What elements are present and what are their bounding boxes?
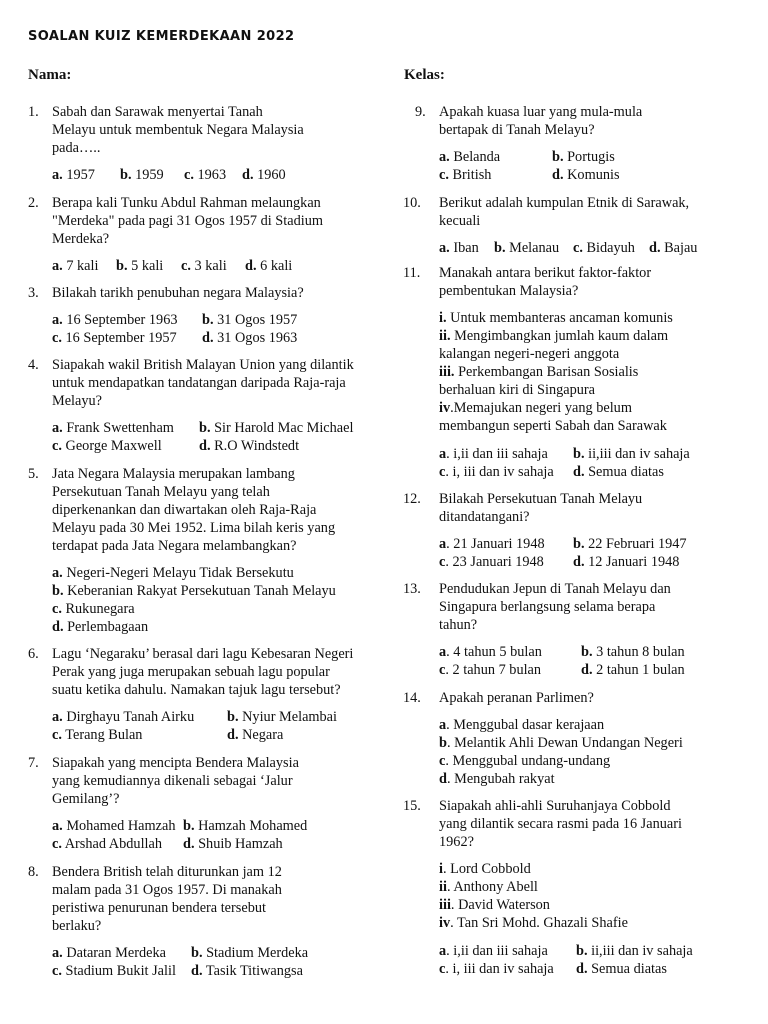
option-b (191, 944, 308, 962)
option-letter: c (439, 753, 446, 769)
option-text: 2 tahun 1 bulan (596, 662, 685, 678)
option-a (52, 708, 227, 726)
answer-options (52, 166, 378, 184)
option-text: Shuib Hamzah (198, 836, 283, 852)
option-letter: a. (52, 565, 63, 581)
option-letter: d. (552, 167, 564, 183)
option-letter: c. (52, 963, 62, 979)
option-letter: a. (52, 945, 63, 961)
option-row (52, 257, 378, 275)
option-letter: d. (52, 619, 64, 635)
option-row (52, 437, 378, 455)
option-text: Komunis (567, 167, 620, 183)
option-letter: c (439, 464, 446, 480)
option-text: 1959 (135, 167, 164, 183)
option-letter: c. (573, 240, 583, 256)
option-text: R.O Windstedt (214, 438, 300, 454)
option-text: . i,ii dan iii sahaja (446, 446, 548, 462)
option-text: Tasik Titiwangsa (205, 963, 303, 979)
option-c (52, 726, 227, 744)
option-letter: d. (199, 438, 211, 454)
option-row (439, 463, 715, 481)
answer-options (52, 944, 378, 980)
question-number: 15. (403, 798, 421, 814)
option-text: 16 September 1963 (66, 312, 178, 328)
option-text: Hamzah Mohamed (198, 818, 308, 834)
question-13 (403, 580, 715, 679)
option-d (191, 962, 303, 980)
option-row (52, 962, 378, 980)
statement-text: . Lord Cobbold (442, 861, 531, 877)
statement-text: Perkembangan Barisan Sosialis berhaluan kiri di Singapura (439, 364, 639, 398)
option-letter: c (439, 961, 446, 977)
statement-text: Untuk membanteras ancaman komunis (450, 310, 673, 326)
statement-numeral: i (439, 861, 443, 877)
option-text: . 23 Januari 1948 (445, 554, 544, 570)
option-letter: b. (202, 312, 214, 328)
option-text: . i, iii dan iv sahaja (445, 961, 554, 977)
option-letter: c. (52, 438, 62, 454)
option-c (52, 962, 191, 980)
option-letter: c. (52, 836, 62, 852)
question-14 (403, 689, 715, 788)
option-a (439, 643, 581, 661)
option-d (242, 166, 286, 184)
option-text: Bidayuh (586, 240, 635, 256)
option-letter: c. (52, 330, 62, 346)
question-4 (28, 356, 378, 455)
answer-options (439, 148, 715, 184)
option-text: 1960 (257, 167, 286, 183)
option-text: Frank Swettenham (66, 420, 174, 436)
option-letter: a. (52, 709, 63, 725)
option-text: . Melantik Ahli Dewan Undangan Negeri (446, 735, 683, 751)
question-8 (28, 863, 378, 980)
option-letter: a (439, 446, 447, 462)
question-text: Bilakah tarikh penubuhan negara Malaysia? (52, 285, 304, 301)
option-text: George Maxwell (65, 438, 162, 454)
option-a (439, 445, 573, 463)
option-row (52, 311, 378, 329)
option-row (439, 148, 715, 166)
option-text: Semua diatas (591, 961, 667, 977)
option-row (52, 817, 378, 835)
statement-iii (439, 896, 715, 914)
option-c (52, 437, 199, 455)
option-letter: d. (245, 258, 257, 274)
option-letter: d. (576, 961, 588, 977)
question-text: Sabah dan Sarawak menyertai Tanah Melayu untuk membentuk Negara Malaysia pada….. (52, 104, 304, 156)
option-text: . Menggubal undang-undang (445, 753, 611, 769)
option-c (439, 752, 715, 770)
option-text: Sir Harold Mac Michael (214, 420, 354, 436)
option-a (52, 257, 116, 275)
option-letter: c. (52, 601, 62, 617)
option-text: 6 kali (260, 258, 293, 274)
statement-numeral: iii. (439, 364, 455, 380)
statement-i (439, 860, 715, 878)
option-a (52, 817, 183, 835)
class-label: Kelas: (404, 67, 445, 83)
option-d (573, 463, 664, 481)
option-text: Nyiur Melambai (242, 709, 338, 725)
option-letter: b. (494, 240, 506, 256)
option-d (227, 726, 283, 744)
question-text: Siapakah wakil British Malayan Union yang dilantik untuk mendapatkan tandatangan daripada Raja-raja Melayu? (52, 357, 354, 409)
statement-ii (439, 878, 715, 896)
option-letter: c. (184, 167, 194, 183)
option-b (494, 239, 573, 257)
question-text: Siapakah yang mencipta Bendera Malaysia yang kemudiannya dikenali sebagai ‘Jalur Gemilang’? (52, 755, 299, 807)
option-text: Stadium Merdeka (206, 945, 309, 961)
answer-options (52, 257, 378, 275)
statement-text: .Memajukan negeri yang belum membangun seperti Sabah dan Sarawak (439, 400, 667, 434)
option-text: 7 kali (66, 258, 99, 274)
question-text: Apakah peranan Parlimen? (439, 690, 594, 706)
option-d (581, 661, 685, 679)
option-text: Dataran Merdeka (66, 945, 166, 961)
statement-numeral: ii (439, 879, 447, 895)
option-a (439, 942, 576, 960)
statement-text: . Tan Sri Mohd. Ghazali Shafie (450, 915, 628, 931)
option-letter: a. (52, 258, 63, 274)
option-b (227, 708, 337, 726)
answer-options (439, 716, 715, 788)
option-row (52, 835, 378, 853)
question-12 (403, 490, 715, 571)
option-text: Melanau (509, 240, 560, 256)
question-11 (403, 264, 715, 481)
option-b (573, 535, 687, 553)
option-b (52, 582, 378, 600)
option-text: Dirghayu Tanah Airku (66, 709, 195, 725)
statement-iv (439, 914, 715, 932)
option-letter: b. (573, 536, 585, 552)
option-text: Rukunegara (65, 601, 135, 617)
option-b (439, 734, 715, 752)
option-a (52, 311, 202, 329)
option-d (199, 437, 299, 455)
option-row (52, 726, 378, 744)
option-letter: b. (581, 644, 593, 660)
option-letter: d. (649, 240, 661, 256)
statement-numeral: iv (439, 915, 451, 931)
question-text: Siapakah ahli-ahli Suruhanjaya Cobbold yang dilantik secara rasmi pada 16 Januari 1962? (439, 798, 682, 850)
option-c (439, 960, 576, 978)
option-c (439, 166, 552, 184)
statement-text: . Anthony Abell (446, 879, 538, 895)
option-row (439, 661, 715, 679)
option-row (439, 942, 715, 960)
option-row (52, 944, 378, 962)
option-letter: c. (181, 258, 191, 274)
option-b (573, 445, 690, 463)
question-text: Bendera British telah diturunkan jam 12 malam pada 31 Ogos 1957. Di manakah peristiwa penurunan bendera tersebut berlaku? (52, 864, 282, 934)
option-letter: a (439, 943, 447, 959)
option-text: Portugis (567, 149, 615, 165)
option-letter: b (439, 735, 447, 751)
option-d (202, 329, 297, 347)
question-number: 14. (403, 690, 421, 706)
question-5 (28, 465, 378, 636)
question-number: 13. (403, 581, 421, 597)
option-letter: c (439, 662, 446, 678)
option-text: 1957 (66, 167, 95, 183)
option-text: Belanda (453, 149, 501, 165)
option-text: Negeri-Negeri Melayu Tidak Bersekutu (66, 565, 294, 581)
question-text: Bilakah Persekutuan Tanah Melayu ditandatangani? (439, 491, 643, 525)
option-text: 1963 (197, 167, 227, 183)
option-letter: d. (227, 727, 239, 743)
option-row (439, 239, 715, 257)
question-6 (28, 645, 378, 744)
question-text: Apakah kuasa luar yang mula-mula bertapak di Tanah Melayu? (439, 104, 643, 138)
option-d (573, 553, 679, 571)
option-text: Bajau (664, 240, 698, 256)
option-text: Mohamed Hamzah (66, 818, 176, 834)
question-number: 1. (28, 104, 39, 120)
option-c (439, 553, 573, 571)
answer-options (439, 535, 715, 571)
option-row (439, 535, 715, 553)
option-b (183, 817, 307, 835)
option-a (52, 564, 378, 582)
option-c (439, 661, 581, 679)
statement-numeral: i. (439, 310, 447, 326)
question-number: 9. (415, 104, 426, 120)
option-d (649, 239, 697, 257)
option-letter: a. (439, 240, 450, 256)
option-text: . i,ii dan iii sahaja (446, 943, 548, 959)
question-text: Berapa kali Tunku Abdul Rahman melaungkan "Merdeka" pada pagi 31 Ogos 1957 di Stadium Merdeka? (52, 195, 323, 247)
option-row (52, 419, 378, 437)
question-1 (28, 103, 378, 184)
right-column (403, 103, 715, 978)
option-letter: a. (439, 149, 450, 165)
option-text: 3 tahun 8 bulan (596, 644, 685, 660)
option-letter: a. (52, 167, 63, 183)
option-text: 16 September 1957 (65, 330, 177, 346)
question-number: 7. (28, 755, 39, 771)
option-row (439, 553, 715, 571)
option-row (439, 960, 715, 978)
option-letter: d. (191, 963, 203, 979)
option-letter: b. (199, 420, 211, 436)
question-10 (403, 194, 715, 257)
option-text: 3 kali (194, 258, 227, 274)
answer-options (439, 239, 715, 257)
option-d (245, 257, 292, 275)
option-letter: c. (52, 727, 62, 743)
option-text: . 2 tahun 7 bulan (445, 662, 542, 678)
question-number: 10. (403, 195, 421, 211)
option-letter: d. (581, 662, 593, 678)
option-letter: d (439, 771, 447, 787)
statement-numeral: iii (439, 897, 451, 913)
option-a (439, 148, 552, 166)
option-c (184, 166, 242, 184)
question-9 (415, 103, 715, 184)
option-c (181, 257, 245, 275)
option-letter: b. (116, 258, 128, 274)
option-text: Semua diatas (588, 464, 664, 480)
option-letter: b. (120, 167, 132, 183)
option-text: ii,iii dan iv sahaja (588, 446, 690, 462)
option-text: . i, iii dan iv sahaja (445, 464, 554, 480)
option-text: Keberanian Rakyat Persekutuan Tanah Melayu (67, 583, 336, 599)
option-a (52, 944, 191, 962)
statement-iv (439, 399, 715, 435)
statement-iii (439, 363, 715, 399)
option-letter: a (439, 717, 447, 733)
option-letter: b. (552, 149, 564, 165)
option-letter: a. (52, 818, 63, 834)
option-row (52, 166, 378, 184)
question-number: 6. (28, 646, 39, 662)
option-d (576, 960, 667, 978)
option-a (439, 535, 573, 553)
option-row (439, 166, 715, 184)
option-c (439, 463, 573, 481)
question-number: 2. (28, 195, 39, 211)
option-d (183, 835, 283, 853)
option-b (202, 311, 297, 329)
option-letter: c (439, 554, 446, 570)
option-letter: a. (52, 420, 63, 436)
question-number: 3. (28, 285, 39, 301)
question-number: 11. (403, 265, 421, 281)
option-letter: d. (573, 554, 585, 570)
answer-options (52, 564, 378, 636)
answer-options (52, 817, 378, 853)
statement-text: Mengimbangkan jumlah kaum dalam kalangan negeri-negeri anggota (439, 328, 669, 362)
answer-options (439, 445, 715, 481)
option-d (52, 618, 378, 636)
statement-numeral: ii. (439, 328, 451, 344)
option-text: . 21 Januari 1948 (446, 536, 545, 552)
option-letter: b. (52, 583, 64, 599)
option-row (439, 445, 715, 463)
quiz-title: SOALAN KUIZ KEMERDEKAAN 2022 (28, 29, 295, 44)
option-a (52, 419, 199, 437)
question-number: 12. (403, 491, 421, 507)
option-b (581, 643, 685, 661)
option-b (116, 257, 181, 275)
question-text: Pendudukan Jepun di Tanah Melayu dan Singapura berlangsung selama berapa tahun? (439, 581, 671, 633)
answer-options (52, 311, 378, 347)
name-label: Nama: (28, 67, 72, 83)
statement-list (439, 860, 715, 932)
option-row (439, 643, 715, 661)
option-a (439, 716, 715, 734)
option-text: 5 kali (131, 258, 164, 274)
option-b (120, 166, 184, 184)
option-b (552, 148, 615, 166)
question-3 (28, 284, 378, 347)
option-text: 31 Ogos 1963 (217, 330, 298, 346)
option-text: . 4 tahun 5 bulan (446, 644, 542, 660)
option-a (439, 239, 494, 257)
question-text: Berikut adalah kumpulan Etnik di Sarawak, kecuali (439, 195, 690, 229)
option-text: ii,iii dan iv sahaja (591, 943, 693, 959)
statement-list (439, 309, 715, 435)
option-letter: a (439, 644, 447, 660)
option-text: Negara (242, 727, 284, 743)
option-letter: d. (573, 464, 585, 480)
option-letter: c. (439, 167, 449, 183)
option-row (52, 329, 378, 347)
option-text: Perlembagaan (67, 619, 149, 635)
option-text: 22 Februari 1947 (588, 536, 687, 552)
question-7 (28, 754, 378, 853)
statement-i (439, 309, 715, 327)
option-text: 12 Januari 1948 (588, 554, 680, 570)
option-c (573, 239, 649, 257)
option-text: 31 Ogos 1957 (217, 312, 298, 328)
question-2 (28, 194, 378, 275)
option-letter: d. (183, 836, 195, 852)
question-15 (403, 797, 715, 978)
option-letter: d. (202, 330, 214, 346)
option-text: . Menggubal dasar kerajaan (446, 717, 605, 733)
option-text: Stadium Bukit Jalil (65, 963, 176, 979)
option-text: Iban (453, 240, 479, 256)
answer-options (52, 708, 378, 744)
option-c (52, 329, 202, 347)
option-a (52, 166, 120, 184)
option-d (552, 166, 620, 184)
option-letter: b. (573, 446, 585, 462)
option-text: Terang Bulan (65, 727, 143, 743)
statement-text: . David Waterson (450, 897, 550, 913)
option-text: . Mengubah rakyat (446, 771, 555, 787)
option-letter: b. (183, 818, 195, 834)
option-letter: a (439, 536, 447, 552)
option-b (199, 419, 353, 437)
option-row (52, 708, 378, 726)
left-column (28, 103, 378, 980)
option-c (52, 835, 183, 853)
option-letter: d. (242, 167, 254, 183)
question-text: Manakah antara berikut faktor-faktor pembentukan Malaysia? (439, 265, 652, 299)
question-text: Lagu ‘Negaraku’ berasal dari lagu Kebesaran Negeri Perak yang juga merupakan sebuah lagu popular suatu ketika dahulu. Namakan tajuk lagu tersebut? (52, 646, 354, 698)
option-text: Arshad Abdullah (64, 836, 163, 852)
answer-options (52, 419, 378, 455)
option-letter: b. (191, 945, 203, 961)
answer-options (439, 643, 715, 679)
question-number: 4. (28, 357, 39, 373)
option-letter: a. (52, 312, 63, 328)
option-letter: b. (227, 709, 239, 725)
option-d (439, 770, 715, 788)
statement-ii (439, 327, 715, 363)
option-b (576, 942, 693, 960)
question-number: 8. (28, 864, 39, 880)
option-letter: b. (576, 943, 588, 959)
answer-options (439, 942, 715, 978)
option-text: British (452, 167, 492, 183)
question-text: Jata Negara Malaysia merupakan lambang Persekutuan Tanah Melayu yang telah diperkenankan dan diwartakan oleh Raja-Raja Melayu pada 30 Mei 1952. Lima bilah keris yang terdapat pada Jata Negara melambangkan? (52, 466, 336, 554)
statement-numeral: iv (439, 400, 451, 416)
option-c (52, 600, 378, 618)
question-number: 5. (28, 466, 39, 482)
